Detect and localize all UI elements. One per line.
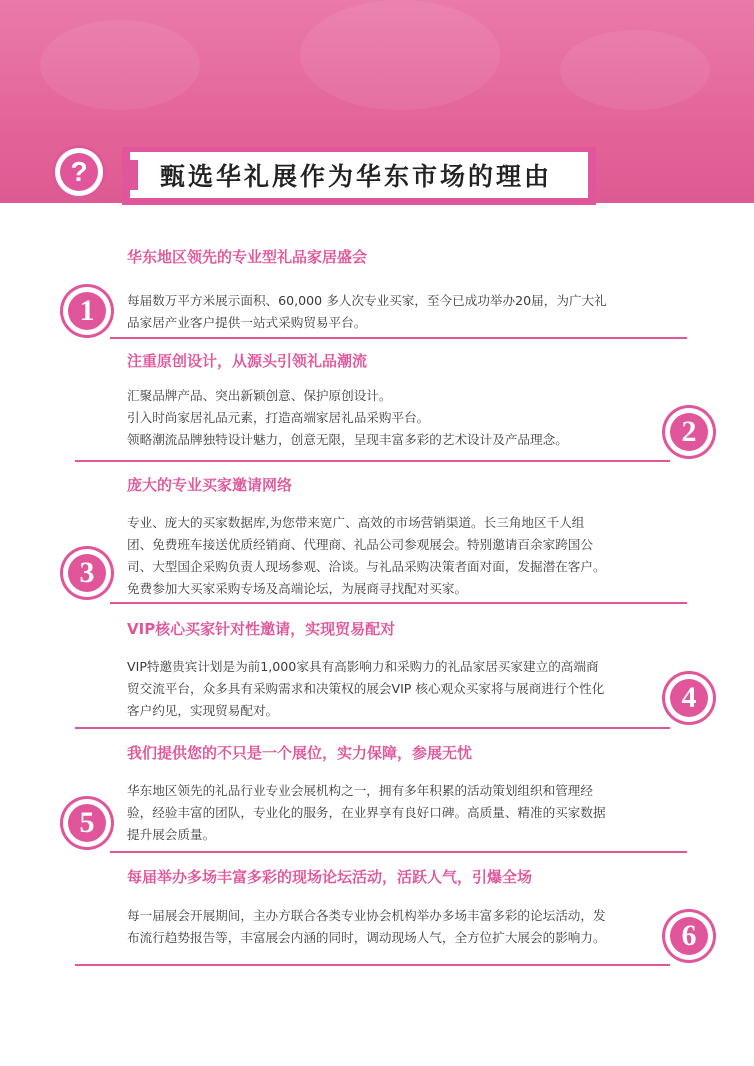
section-title: 华东地区领先的专业型礼品家居盛会 xyxy=(127,248,368,266)
section-divider xyxy=(110,851,687,853)
body-line: VIP特邀贵宾计划是为前1,000家具有高影响力和采购力的礼品家居买家建立的高端商 xyxy=(127,659,599,674)
banner-background-shape xyxy=(300,0,500,110)
section-body xyxy=(127,656,687,722)
number-badge-4 xyxy=(665,674,713,722)
body-line: 领略潮流品牌独特设计魅力，创意无限，呈现丰富多彩的艺术设计及产品理念。 xyxy=(127,432,568,447)
section-divider xyxy=(75,727,670,729)
badge-number: 5 xyxy=(68,804,106,842)
question-mark-glyph: ? xyxy=(60,153,98,191)
body-line: 引入时尚家居礼品元素，打造高端家居礼品采购平台。 xyxy=(127,410,430,425)
section-divider xyxy=(110,602,687,604)
page-title: 甄选华礼展作为华东市场的理由 xyxy=(160,162,553,191)
body-line: 验，经验丰富的团队，专业化的服务，在业界享有良好口碑。高质量、精准的买家数据 xyxy=(127,805,606,820)
section-title: VIP核心买家针对性邀请，实现贸易配对 xyxy=(127,620,396,638)
section-divider xyxy=(75,964,670,966)
number-badge-1 xyxy=(63,287,111,335)
section-body xyxy=(127,385,687,451)
title-accent-bar xyxy=(130,160,138,190)
section-title: 注重原创设计，从源头引领礼品潮流 xyxy=(127,352,368,370)
section-body xyxy=(127,905,687,949)
body-line: 贸交流平台，众多具有采购需求和决策权的展会VIP 核心观众买家将与展商进行个性化 xyxy=(127,681,605,696)
body-line: 专业、庞大的买家数据库,为您带来宽广、高效的市场营销渠道。长三角地区千人组 xyxy=(127,515,585,530)
section-body xyxy=(127,290,687,334)
body-line: 布流行趋势报告等，丰富展会内涵的同时，调动现场人气，全方位扩大展会的影响力。 xyxy=(127,930,606,945)
body-line: 团、免费班车接送优质经销商、代理商、礼品公司参观展会。特别邀请百余家跨国公 xyxy=(127,537,593,552)
body-line: 司、大型国企采购负责人现场参观、洽谈。与礼品采购决策者面对面，发掘潜在客户。 xyxy=(127,559,606,574)
section-title: 每届举办多场丰富多彩的现场论坛活动，活跃人气，引爆全场 xyxy=(127,868,533,886)
number-badge-5 xyxy=(63,799,111,847)
body-line: 免费参加大买家采购专场及高端论坛，为展商寻找配对买家。 xyxy=(127,581,468,596)
badge-number: 1 xyxy=(68,292,106,330)
section-divider xyxy=(110,337,687,339)
badge-number: 6 xyxy=(670,917,708,955)
badge-number: 3 xyxy=(68,554,106,592)
banner-background-shape xyxy=(40,20,200,110)
number-badge-2 xyxy=(665,408,713,456)
body-line: 品家居产业客户提供一站式采购贸易平台。 xyxy=(127,315,367,330)
question-mark-icon xyxy=(55,148,103,196)
body-line: 每届数万平方米展示面积、60,000 多人次专业买家，至今已成功举办20届，为广大礼 xyxy=(127,293,607,308)
body-line: 汇聚品牌产品、突出新颖创意、保护原创设计。 xyxy=(127,388,392,403)
section-title: 庞大的专业买家邀请网络 xyxy=(127,476,293,494)
body-line: 提升展会质量。 xyxy=(127,827,216,842)
section-divider xyxy=(75,460,670,462)
badge-number: 4 xyxy=(670,679,708,717)
body-line: 每一届展会开展期间，主办方联合各类专业协会机构举办多场丰富多彩的论坛活动，发 xyxy=(127,908,606,923)
body-line: 客户约见，实现贸易配对。 xyxy=(127,703,279,718)
section-body xyxy=(127,512,687,600)
banner-background-shape xyxy=(560,30,710,110)
number-badge-3 xyxy=(63,549,111,597)
title-box xyxy=(130,152,588,198)
body-line: 华东地区领先的礼品行业专业会展机构之一，拥有多年积累的活动策划组织和管理经 xyxy=(127,783,593,798)
section-body xyxy=(127,780,687,846)
badge-number: 2 xyxy=(670,413,708,451)
section-title: 我们提供您的不只是一个展位，实力保障，参展无忧 xyxy=(127,744,473,762)
number-badge-6 xyxy=(665,912,713,960)
